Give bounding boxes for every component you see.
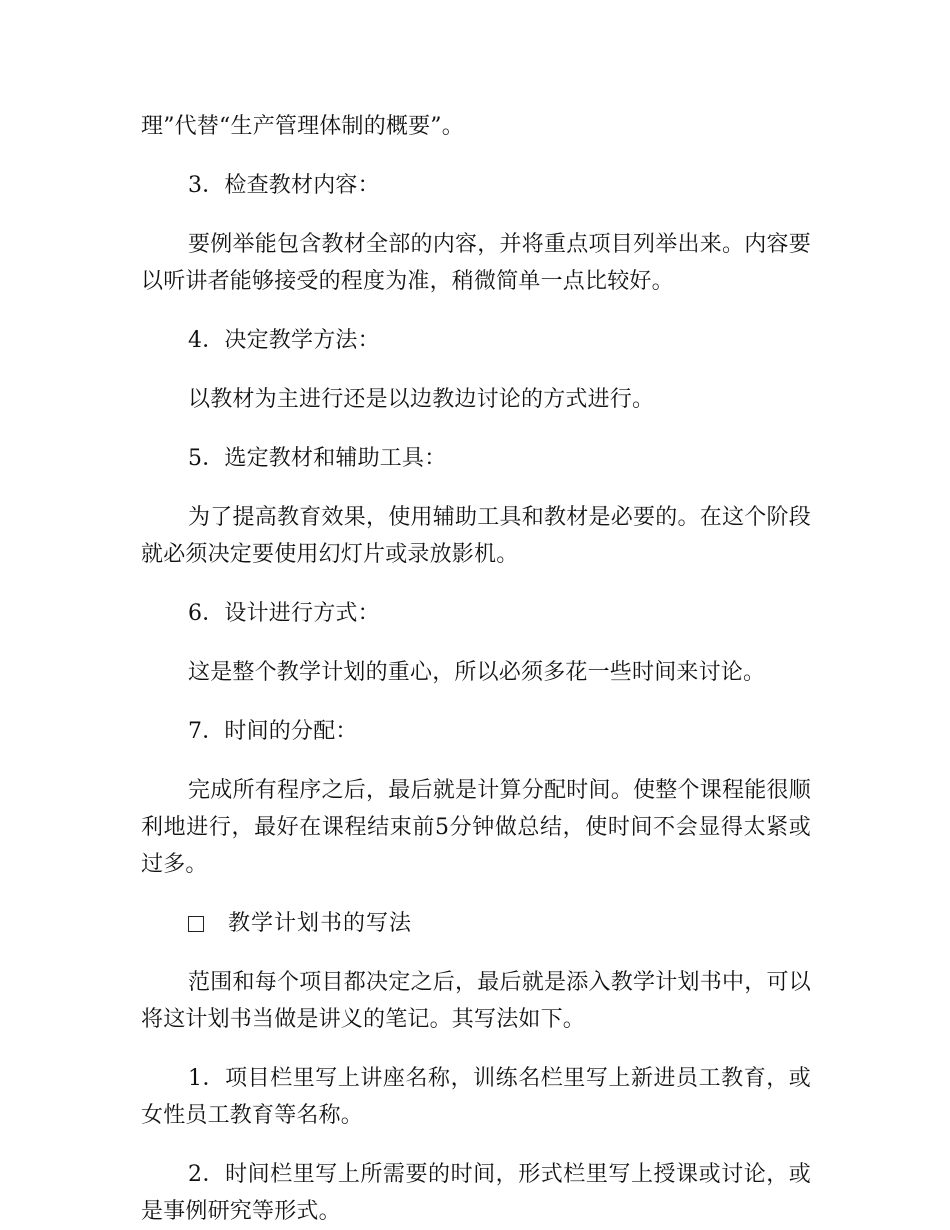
step-5-body: 为了提高教育效果，使用辅助工具和教材是必要的。在这个阶段就必须决定要使用幻灯片或录放影机。 — [141, 505, 811, 567]
step-7-heading: 7．时间的分配： — [188, 719, 358, 744]
checkbox-icon — [188, 916, 204, 932]
step-7-body: 完成所有程序之后，最后就是计算分配时间。使整个课程能很顺利地进行，最好在课程结束前5分钟做总结，使时间不会显得太紧或过多。 — [141, 778, 811, 877]
step-6-heading: 6．设计进行方式： — [188, 601, 380, 626]
step-4-body: 以教材为主进行还是以边教边讨论的方式进行。 — [188, 387, 655, 412]
section-heading — [141, 905, 811, 942]
step-5-heading: 5．选定教材和辅助工具： — [188, 446, 447, 471]
section-paragraph-3: 2．时间栏里写上所需要的时间，形式栏里写上授课或讨论，或是事例研究等形式。 — [141, 1162, 811, 1224]
step-6-body: 这是整个教学计划的重心，所以必须多花一些时间来讨论。 — [188, 660, 766, 685]
section-paragraph-1: 范围和每个项目都决定之后，最后就是添入教学计划书中，可以将这计划书当做是讲义的笔记。其写法如下。 — [141, 970, 811, 1032]
step-3-heading: 3．检查教材内容： — [188, 173, 380, 198]
section-paragraph-2: 1．项目栏里写上讲座名称，训练名栏里写上新进员工教育，或女性员工教育等名称。 — [141, 1066, 811, 1128]
paragraph-1: 理”代替“生产管理体制的概要”。 — [141, 114, 464, 139]
step-3-body: 要例举能包含教材全部的内容，并将重点项目列举出来。内容要以听讲者能够接受的程度为准，稍微简单一点比较好。 — [141, 232, 811, 294]
step-4-heading: 4．决定教学方法： — [188, 328, 380, 353]
section-heading-text: 教学计划书的写法 — [228, 911, 413, 936]
